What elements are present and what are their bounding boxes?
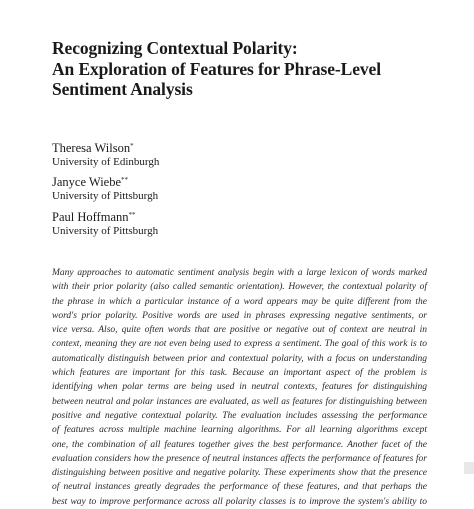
author-name: Theresa Wilson* bbox=[52, 141, 134, 155]
author-affiliation: University of Edinburgh bbox=[52, 156, 160, 168]
abstract-line: distinguishing between positive and negative polarity. These experiments show that the presence bbox=[52, 468, 427, 479]
abstract-line: which features are important for this task. Because an important aspect of the problem is bbox=[52, 368, 427, 379]
abstract-line: context, meaning they are not even being used to express a sentiment. The goal of this work is to bbox=[52, 339, 427, 350]
author-name: Janyce Wiebe** bbox=[52, 175, 129, 189]
author-block bbox=[52, 173, 158, 203]
abstract-line: of features across multiple machine learning algorithms. For all learning algorithms except bbox=[52, 425, 427, 436]
abstract-line: with their prior polarity (also called semantic orientation). However, the contextual polarity of bbox=[52, 282, 427, 293]
author-affiliation: University of Pittsburgh bbox=[52, 190, 159, 202]
abstract-line: vice versa. Also, quite often words that are positive or negative out of context are neutral in bbox=[52, 325, 427, 336]
abstract bbox=[52, 266, 427, 509]
author-name: Paul Hoffmann** bbox=[52, 210, 136, 224]
abstract-line: positive and negative contextual polarity. The evaluation includes assessing the performance bbox=[52, 410, 427, 421]
abstract-line: the phrase in which a particular instance of a word appears may be quite different from the bbox=[52, 296, 427, 307]
abstract-line: Many approaches to automatic sentiment analysis begin with a large lexicon of words marked bbox=[52, 268, 427, 278]
title-line: Sentiment Analysis bbox=[52, 79, 193, 99]
title-line: An Exploration of Features for Phrase-Level bbox=[52, 58, 381, 79]
abstract-line: identifying when polar terms are being used in neutral contexts, features for distinguishing bbox=[52, 382, 427, 393]
author-mark: * bbox=[130, 142, 134, 150]
abstract-line: word's prior polarity. Positive words are used in phrases expressing negative sentiments, or bbox=[52, 310, 427, 321]
author-mark: ** bbox=[121, 176, 129, 184]
abstract-line: automatically distinguish between prior and contextual polarity, with a focus on understanding bbox=[52, 353, 427, 364]
title-line: Recognizing Contextual Polarity: bbox=[52, 38, 298, 58]
author-block bbox=[52, 139, 159, 169]
abstract-line: evaluation considers how the presence of neutral instances affects the performance of features for bbox=[52, 453, 427, 464]
author-affiliation: University of Pittsburgh bbox=[52, 225, 159, 237]
abstract-line: best way to improve performance across all polarity classes is to improve the system's ability to bbox=[52, 496, 427, 507]
author-mark: ** bbox=[128, 211, 136, 219]
abstract-line: of neutral instances greatly degrades the performance of these features, and that perhaps the bbox=[52, 482, 427, 493]
paper-title bbox=[52, 38, 452, 100]
abstract-line: one, the combination of all features together gives the best performance. Another facet of the bbox=[52, 439, 427, 450]
abstract-line: between neutral and polar instances are evaluated, as well as features for distinguishing between bbox=[52, 396, 427, 407]
scrollbar[interactable] bbox=[464, 462, 474, 474]
author-block bbox=[52, 208, 158, 238]
